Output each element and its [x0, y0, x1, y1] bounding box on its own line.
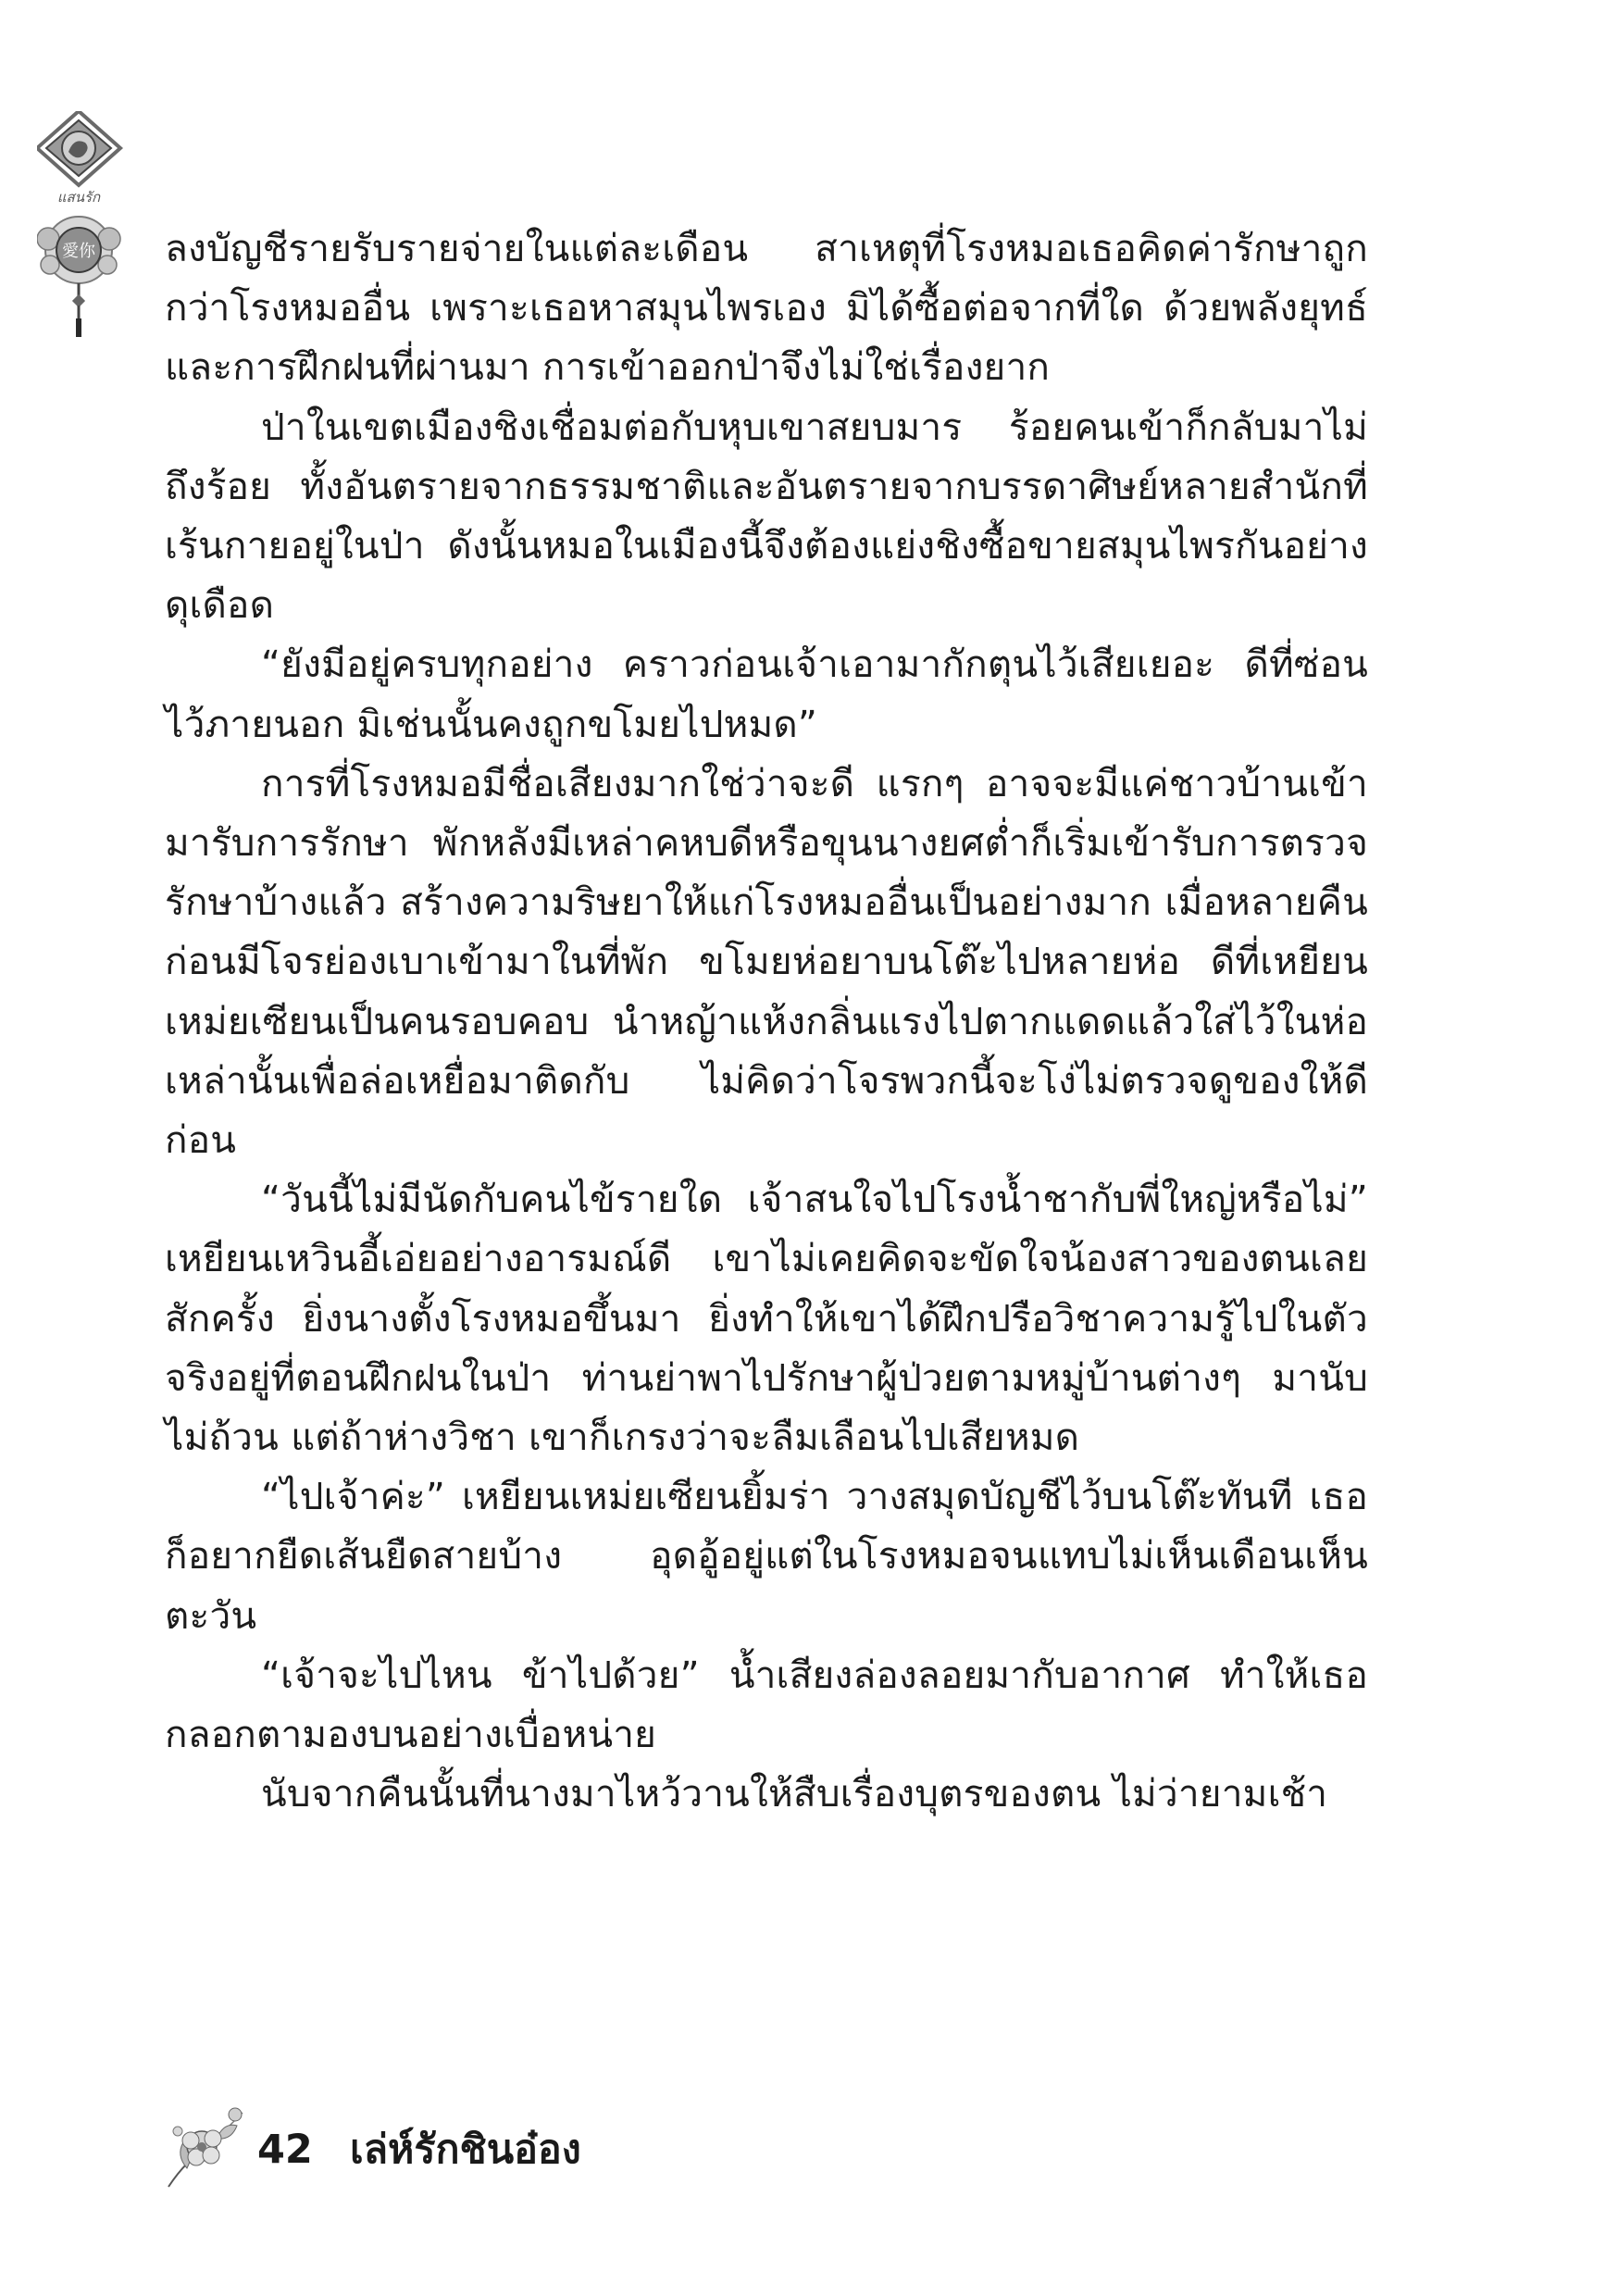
body-text: [165, 218, 1368, 1823]
book-title: เล่ห์รักชินอ๋อง: [350, 2127, 581, 2173]
floral-roundel-icon: [37, 217, 120, 283]
paragraph: นับจากคืนนั้นที่นางมาไหว้วานให้สืบเรื่องบุตรของตน ไม่ว่ายามเช้า: [261, 1771, 1328, 1816]
paragraph: “ยังมีอยู่ครบทุกอย่าง คราวก่อนเจ้าเอามากักตุนไว้เสียเยอะ ดีที่ซ่อนไว้ภายนอก มิเช่นนั้นคงถูกขโมยไปหมด”: [165, 642, 1368, 746]
page-footer: [159, 2094, 900, 2196]
emblem-seal-text: 愛你: [62, 242, 95, 261]
paragraph: “วันนี้ไม่มีนัดกับคนไข้รายใด เจ้าสนใจไปโรงน้ำชากับพี่ใหญ่หรือไม่” เหยียนเหวินอี้เอ่ยอย่างอารมณ์ดี เขาไม่เคยคิดจะขัดใจน้องสาวของตนเลยสักครั้ง ยิ่งนางตั้งโรงหมอขึ้นมา ยิ่งทำให้เขาได้ฝึกปรือวิชาความรู้ไปในตัว จริงอยู่ที่ตอนฝึกฝนในป่า ท่านย่าพาไปรักษาผู้ป่วยตามหมู่บ้านต่างๆ มานับไม่ถ้วน แต่ถ้าห่างวิชา เขาก็เกรงว่าจะลืมเลือนไปเสียหมด: [165, 1177, 1368, 1460]
flower-ornament-icon: [159, 2094, 252, 2196]
emblem-ornament-icon: [37, 111, 157, 343]
paragraph: “เจ้าจะไปไหน ข้าไปด้วย” น้ำเสียงล่องลอยมากับอากาศ ทำให้เธอกลอกตามองบนอย่างเบื่อหน่าย: [165, 1652, 1368, 1757]
paragraph: การที่โรงหมอมีชื่อเสียงมากใช่ว่าจะดี แรกๆ อาจจะมีแค่ชาวบ้านเข้ามารับการรักษา พักหลังมีเหล่าคหบดีหรือขุนนางยศต่ำก็เริ่มเข้ารับการตรวจรักษาบ้างแล้ว สร้างความริษยาให้แก่โรงหมออื่นเป็นอย่างมาก เมื่อหลายคืนก่อนมีโจรย่องเบาเข้ามาในที่พัก ขโมยห่อยาบนโต๊ะไปหลายห่อ ดีที่เหยียนเหม่ยเซียนเป็นคนรอบคอบ นำหญ้าแห้งกลิ่นแรงไปตากแดดแล้วใส่ไว้ในห่อเหล่านั้นเพื่อล่อเหยื่อมาติดกับ ไม่คิดว่าโจรพวกนี้จะโง่ไม่ตรวจดูของให้ดีก่อน: [165, 760, 1368, 1163]
paragraph: “ไปเจ้าค่ะ” เหยียนเหม่ยเซียนยิ้มร่า วางสมุดบัญชีไว้บนโต๊ะทันที เธอก็อยากยืดเส้นยืดสายบ้าง อุดอู้อยู่แต่ในโรงหมอจนแทบไม่เห็นเดือนเห็นตะวัน: [165, 1474, 1368, 1638]
paragraph: ป่าในเขตเมืองชิงเชื่อมต่อกับหุบเขาสยบมาร ร้อยคนเข้าก็กลับมาไม่ถึงร้อย ทั้งอันตรายจากธรรมชาติและอันตรายจากบรรดาศิษย์หลายสำนักที่เร้นกายอยู่ในป่า ดังนั้นหมอในเมืองนี้จึงต้องแย่งชิงซื้อขายสมุนไพรกันอย่างดุเดือด: [165, 404, 1368, 628]
emblem-badge-text: แสนรัก: [56, 189, 101, 206]
diamond-badge-icon: [37, 111, 120, 185]
page-number: 42: [257, 2127, 313, 2173]
publisher-emblem: [37, 111, 157, 343]
tassel-icon: [72, 283, 85, 337]
paragraph: ลงบัญชีรายรับรายจ่ายในแต่ละเดือน สาเหตุที่โรงหมอเธอคิดค่ารักษาถูกกว่าโรงหมออื่น เพราะเธอหาสมุนไพรเอง มิได้ซื้อต่อจากที่ใด ด้วยพลังยุทธ์และการฝึกฝนที่ผ่านมา การเข้าออกป่าจึงไม่ใช่เรื่องยาก: [165, 226, 1368, 390]
